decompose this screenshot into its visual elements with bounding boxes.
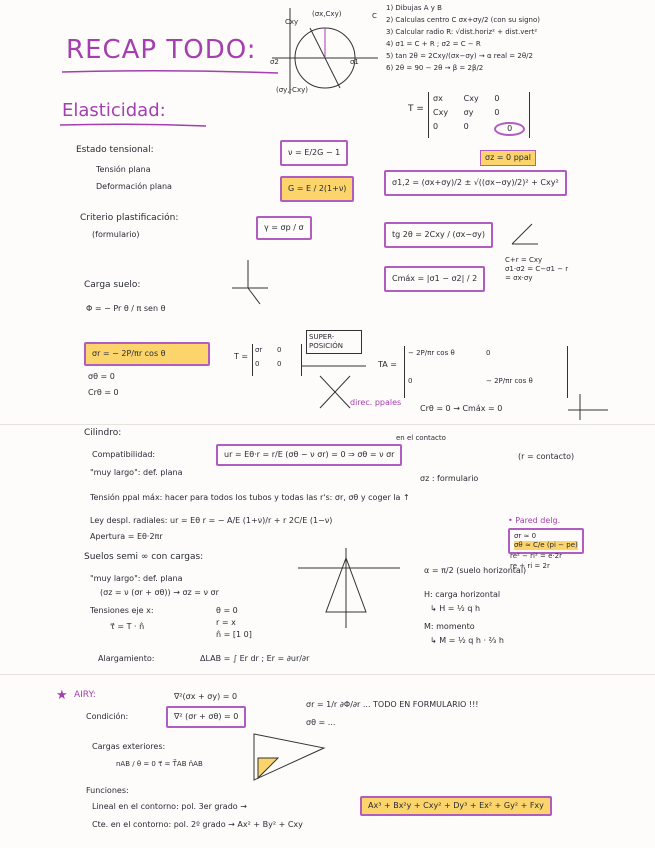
section-underline xyxy=(58,122,208,128)
funciones: Funciones: xyxy=(86,786,129,795)
mohr-right-label: C xyxy=(372,12,377,20)
t-carga-label: T = xyxy=(234,352,249,361)
mohr-step: 1) Dibujas A y B xyxy=(386,4,442,12)
cte: Cte. en el contorno: pol. 2º grado → Ax² + By² + Cxy xyxy=(92,820,303,829)
deformacion-plana: Deformación plana xyxy=(96,182,172,191)
cmax-formula-box xyxy=(384,266,485,292)
en-contacto: en el contacto xyxy=(396,434,446,442)
mohr-step: 5) tan 2θ = 2Cxy/(σx−σy) → α real = 2θ/2 xyxy=(386,52,533,60)
tensor-cell: Cxy xyxy=(433,108,449,117)
pared-line: σθ ≈ C/e (pi − pe) xyxy=(514,541,578,549)
airy-label: AIRY: xyxy=(74,690,96,700)
sr-formula-box xyxy=(84,342,210,366)
page-title: RECAP TODO: xyxy=(66,35,257,65)
mohr-step: 2) Calculas centro C σx+σy/2 (con su signo) xyxy=(386,16,540,24)
triangle-sketch xyxy=(244,728,334,784)
m-eq: ↳ M = ½ q h · ⅔ h xyxy=(430,636,504,645)
mohr-s2-label: σ2 xyxy=(270,58,279,66)
r-contacto: (r = contacto) xyxy=(518,452,575,461)
ta-cell: 0 xyxy=(486,349,491,357)
g-formula-box xyxy=(280,176,354,202)
ta-cell: − 2P/πr cos θ xyxy=(408,349,455,357)
tensor-cell: Cxy xyxy=(463,94,479,103)
mohr-step: 6) 2θ = 90 − 2θ → β = 2β/2 xyxy=(386,64,484,72)
small-notes xyxy=(505,256,605,283)
nu-formula: ν = E/2G − 1 xyxy=(288,148,341,157)
ta-cell: − 2P/πr cos θ xyxy=(486,377,533,385)
te-line: r = x xyxy=(216,618,236,627)
s0-airy: σθ = ... xyxy=(306,718,336,727)
pared-line: σr ≈ 0 xyxy=(514,532,537,540)
superposicion-note: SUPER-POSICIÓN xyxy=(306,330,362,354)
ley-desp: Ley despl. radiales: ur = Eθ r = − A/E (1+ν)/r + r 2C/E (1−ν) xyxy=(90,516,333,525)
t-cell: 0 xyxy=(277,346,282,354)
cond-formula-box xyxy=(166,706,246,728)
h-eq: ↳ H = ½ q h xyxy=(430,604,481,613)
load-sketch xyxy=(230,258,270,308)
h-carga: H: carga horizontal xyxy=(424,590,501,599)
ta-label: TA = xyxy=(378,360,397,369)
tension-plana: Tensión plana xyxy=(96,165,151,174)
small-note: = σx·σy xyxy=(505,274,533,282)
s0-formula: σθ = 0 xyxy=(88,372,115,381)
mohr-left-label: Cxy xyxy=(285,18,299,26)
lineal-poly: Ax³ + Bx²y + Cxy² + Dy³ + Ex² + Gy² + Fxy xyxy=(368,801,544,810)
t-cell: 0 xyxy=(277,360,282,368)
mohr-steps xyxy=(386,4,646,73)
direc-ppales: direc. ppales xyxy=(350,398,402,407)
t-carga-matrix xyxy=(252,344,302,376)
pared-delg: • Pared delg. xyxy=(508,516,561,525)
lineal: Lineal en el contorno: pol. 3er grado → xyxy=(92,802,247,811)
tensor-cell: 0 xyxy=(463,122,469,131)
fold-line xyxy=(0,674,655,675)
te-line: θ = 0 xyxy=(216,606,238,615)
sigma-z-note: σz = 0 ppal xyxy=(480,150,536,166)
ta-cell: 0 xyxy=(408,377,413,385)
sigma12-formula: σ1,2 = (σx+σy)/2 ± √((σx−σy)/2)² + Cxy² xyxy=(392,178,559,187)
m-momento: M: momento xyxy=(424,622,475,631)
dam-sketch xyxy=(296,540,406,630)
tensor-cell-circled: 0 xyxy=(494,122,525,136)
sr-formula: σr = − 2P/πr cos θ xyxy=(92,349,166,358)
sr-airy: σr = 1/r ∂Φ/∂r ... TODO EN FORMULARIO !!! xyxy=(306,700,479,709)
star-icon: ★ xyxy=(56,688,68,703)
criterio-label: Criterio plastificación: xyxy=(80,213,179,223)
section-elasticidad: Elasticidad: xyxy=(62,100,166,121)
compat-label: Compatibilidad: xyxy=(92,450,156,459)
condicion-label: Condición: xyxy=(86,712,129,721)
tensor-cell: 0 xyxy=(494,108,500,117)
te-line: τ⃗ = T · n̂ xyxy=(110,622,145,631)
alpha-formula: α = π/2 (suelo horizontal) xyxy=(424,566,527,575)
cr0-formula: Crθ = 0 xyxy=(88,388,119,397)
phi-formula: Φ = − Pr θ / π sen θ xyxy=(86,304,166,313)
tensor-cell: σy xyxy=(463,108,474,117)
cond-formula: ∇² (σr + σθ) = 0 xyxy=(174,712,239,721)
criterio-sub: (formulario) xyxy=(92,230,140,239)
suelos-line: (σz = ν (σr + σθ)) → σz = ν σr xyxy=(100,588,219,597)
nu-formula-box xyxy=(280,140,348,166)
tg-formula: tg 2θ = 2Cxy / (σx−σy) xyxy=(392,230,486,239)
lineal-poly-box xyxy=(360,796,552,816)
mohr-top-label: (σx,Cxy) xyxy=(312,10,342,18)
tensor-t-label: T = xyxy=(408,104,424,114)
g-formula: G = E / 2(1+ν) xyxy=(288,184,347,193)
sigma-z: σz : formulario xyxy=(420,474,479,483)
apertura: Apertura = Eθ·2πr xyxy=(90,532,163,541)
pared-line: re + ri = 2r xyxy=(510,562,550,570)
small-note: C+r = Cxy xyxy=(505,256,543,264)
tensor-cell: σx xyxy=(433,94,443,103)
tensor-cell: 0 xyxy=(433,122,439,131)
cilindro-label: Cilindro: xyxy=(84,428,122,438)
muy-largo: "muy largo": def. plana xyxy=(90,468,183,477)
cr0-cmax: Crθ = 0 → Cmáx = 0 xyxy=(420,404,503,413)
te-line: n̂ = [1 0] xyxy=(216,630,252,639)
compat-formula-box xyxy=(216,444,402,466)
small-note: σ1·σ2 = C−σ1 − r xyxy=(505,265,569,273)
title-underline xyxy=(60,68,280,76)
sigma12-formula-box xyxy=(384,170,567,196)
airy-eq: ∇²(σx + σy) = 0 xyxy=(174,692,238,701)
estado-tensional: Estado tensional: xyxy=(76,145,154,155)
gamma-formula-box xyxy=(256,216,312,240)
axes-sketch xyxy=(566,392,610,422)
gamma-formula: γ = σp / σ xyxy=(264,223,304,232)
cmax-formula: Cmáx = |σ1 − σ2| / 2 xyxy=(392,274,478,283)
angle-sketch xyxy=(510,220,540,246)
suelos-line: "muy largo": def. plana xyxy=(90,574,183,583)
alarg-formula: ΔLAB = ∫ Er dr ; Er = ∂ur/∂r xyxy=(200,654,310,663)
alargamiento: Alargamiento: xyxy=(98,654,155,663)
cargas-ext-eq: nAB / θ = 0 τ⃗ = T⃗AB n̂AB xyxy=(116,760,203,768)
tension-ppal: Tensión ppal máx: hacer para todos los tubos y todas las r's: σr, σθ y coger la ↑ xyxy=(90,493,410,502)
mohr-bottom-label: (σy,-Cxy) xyxy=(276,86,308,94)
t-cell: 0 xyxy=(255,360,260,368)
t-cell: σr xyxy=(255,346,263,354)
carga-suelo: Carga suelo: xyxy=(84,280,141,290)
pared-box xyxy=(508,528,584,554)
tensor-t-matrix xyxy=(428,92,530,138)
tensiones-eje: Tensiones eje x: xyxy=(90,606,154,615)
mohr-step: 4) σ1 = C + R ; σ2 = C − R xyxy=(386,40,481,48)
pared-line: re² − ri² = e·2r xyxy=(510,552,562,560)
suelos-label: Suelos semi ∞ con cargas: xyxy=(84,552,204,562)
fold-line xyxy=(0,424,655,425)
tensor-cell: 0 xyxy=(494,94,500,103)
mohr-step: 3) Calcular radio R: √dist.horiz² + dist.vert² xyxy=(386,28,538,36)
tg-formula-box xyxy=(384,222,493,248)
mohr-s1-label: σ1 xyxy=(350,58,359,66)
compat-formula: ur = Eθ·r = r/E (σθ − ν σr) = 0 ⇒ σθ = ν σr xyxy=(224,450,395,459)
ta-matrix xyxy=(404,346,568,398)
cargas-ext: Cargas exteriores: xyxy=(92,742,166,751)
